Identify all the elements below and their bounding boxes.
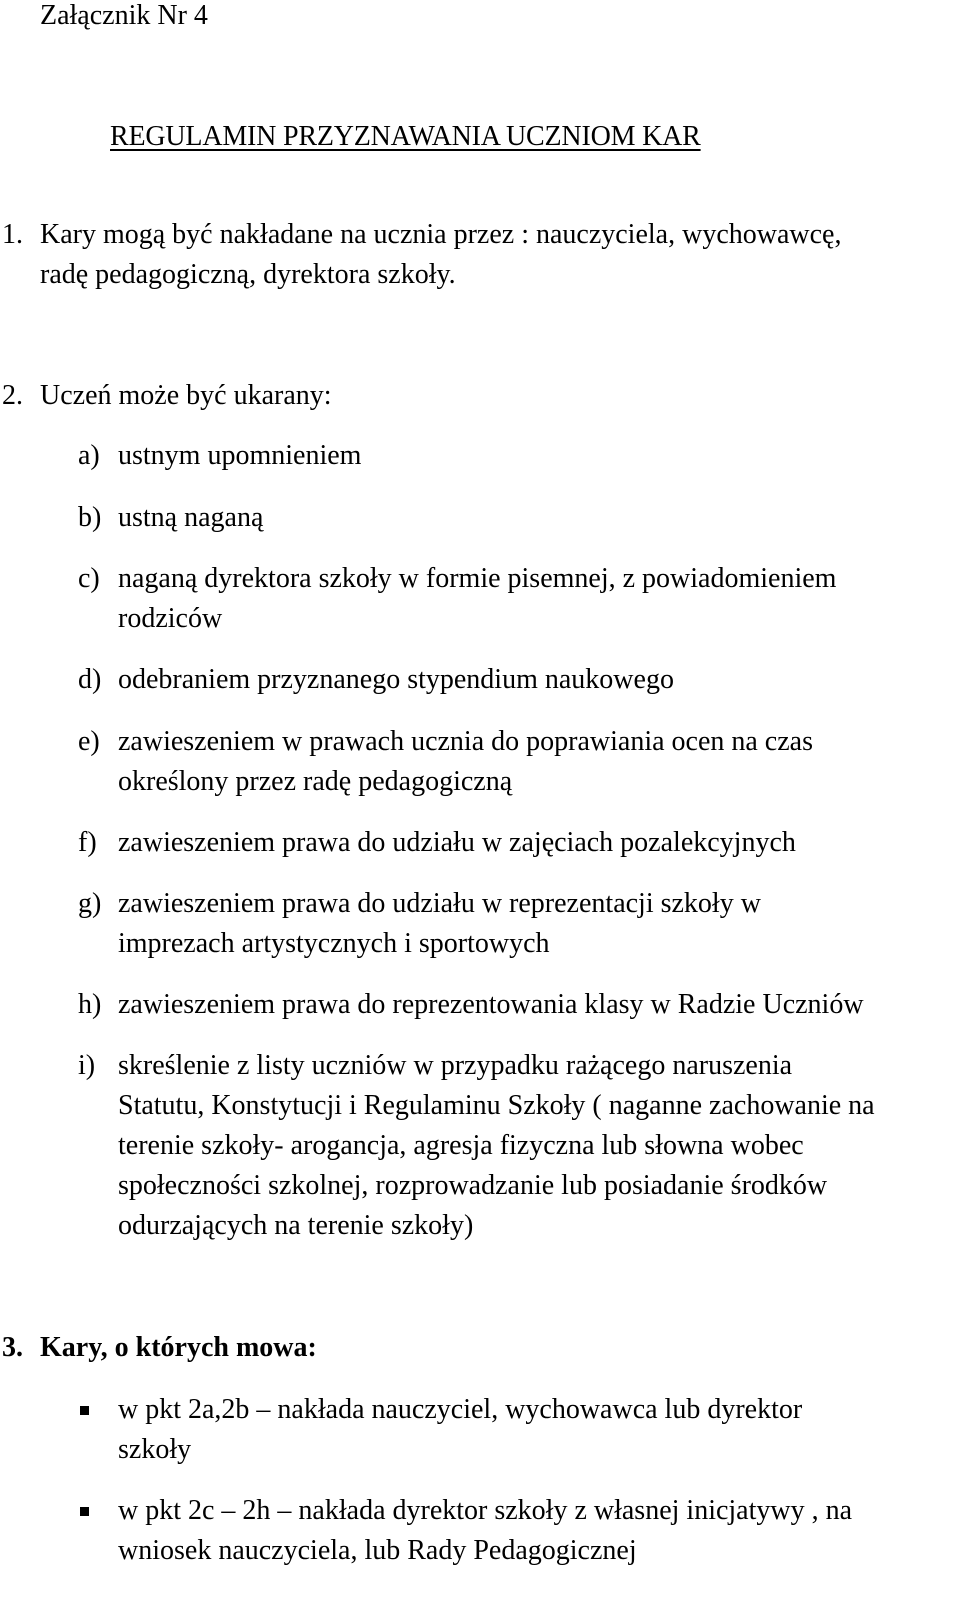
item-letter: b) <box>78 502 102 533</box>
item-text: rodziców <box>118 603 223 634</box>
item-letter: e) <box>78 726 100 757</box>
document-title: REGULAMIN PRZYZNAWANIA UCZNIOM KAR <box>110 121 701 152</box>
section-1-line-2: radę pedagogiczną, dyrektora szkoły. <box>40 259 456 290</box>
section-1-line-1: Kary mogą być nakładane na ucznia przez : nauczyciela, wychowawcę, <box>40 219 842 250</box>
item-letter: d) <box>78 664 102 695</box>
bullet-icon <box>80 1507 89 1516</box>
section-2-heading: Uczeń może być ukarany: <box>40 380 332 411</box>
item-text: naganą dyrektora szkoły w formie pisemnej, z powiadomieniem <box>118 563 837 594</box>
item-letter: h) <box>78 989 102 1020</box>
item-letter: g) <box>78 888 102 919</box>
bullet-text: wniosek nauczyciela, lub Rady Pedagogicznej <box>118 1535 637 1566</box>
item-text: zawieszeniem prawa do udziału w zajęciach pozalekcyjnych <box>118 827 796 858</box>
section-number: 2. <box>2 380 23 411</box>
item-letter: a) <box>78 440 100 471</box>
item-text: odurzających na terenie szkoły) <box>118 1210 474 1241</box>
item-text: zawieszeniem w prawach ucznia do poprawiania ocen na czas <box>118 726 813 757</box>
item-letter: i) <box>78 1050 96 1081</box>
item-text: społeczności szkolnej, rozprowadzanie lub posiadanie środków <box>118 1170 828 1201</box>
bullet-text: w pkt 2a,2b – nakłada nauczyciel, wychowawca lub dyrektor <box>118 1394 803 1425</box>
item-text: zawieszeniem prawa do udziału w reprezentacji szkoły w <box>118 888 761 919</box>
item-letter: f) <box>78 827 97 858</box>
item-letter: c) <box>78 563 100 594</box>
annex-label: Załącznik Nr 4 <box>40 0 208 31</box>
item-text: zawieszeniem prawa do reprezentowania klasy w Radzie Uczniów <box>118 989 864 1020</box>
section-number: 3. <box>2 1332 23 1363</box>
item-text: Statutu, Konstytucji i Regulaminu Szkoły ( naganne zachowanie na <box>118 1090 875 1121</box>
item-text: skreślenie z listy uczniów w przypadku rażącego naruszenia <box>118 1050 793 1081</box>
item-text: określony przez radę pedagogiczną <box>118 766 513 797</box>
item-text: imprezach artystycznych i sportowych <box>118 928 550 959</box>
item-text: ustną naganą <box>118 502 264 533</box>
section-number: 1. <box>2 219 23 250</box>
item-text: terenie szkoły- arogancja, agresja fizyczna lub słowna wobec <box>118 1130 804 1161</box>
bullet-text: w pkt 2c – 2h – nakłada dyrektor szkoły z własnej inicjatywy , na <box>118 1495 853 1526</box>
bullet-icon <box>80 1406 89 1415</box>
item-text: odebraniem przyznanego stypendium naukowego <box>118 664 674 695</box>
bullet-text: szkoły <box>118 1434 192 1465</box>
item-text: ustnym upomnieniem <box>118 440 362 471</box>
section-3-heading: Kary, o których mowa: <box>40 1332 317 1363</box>
